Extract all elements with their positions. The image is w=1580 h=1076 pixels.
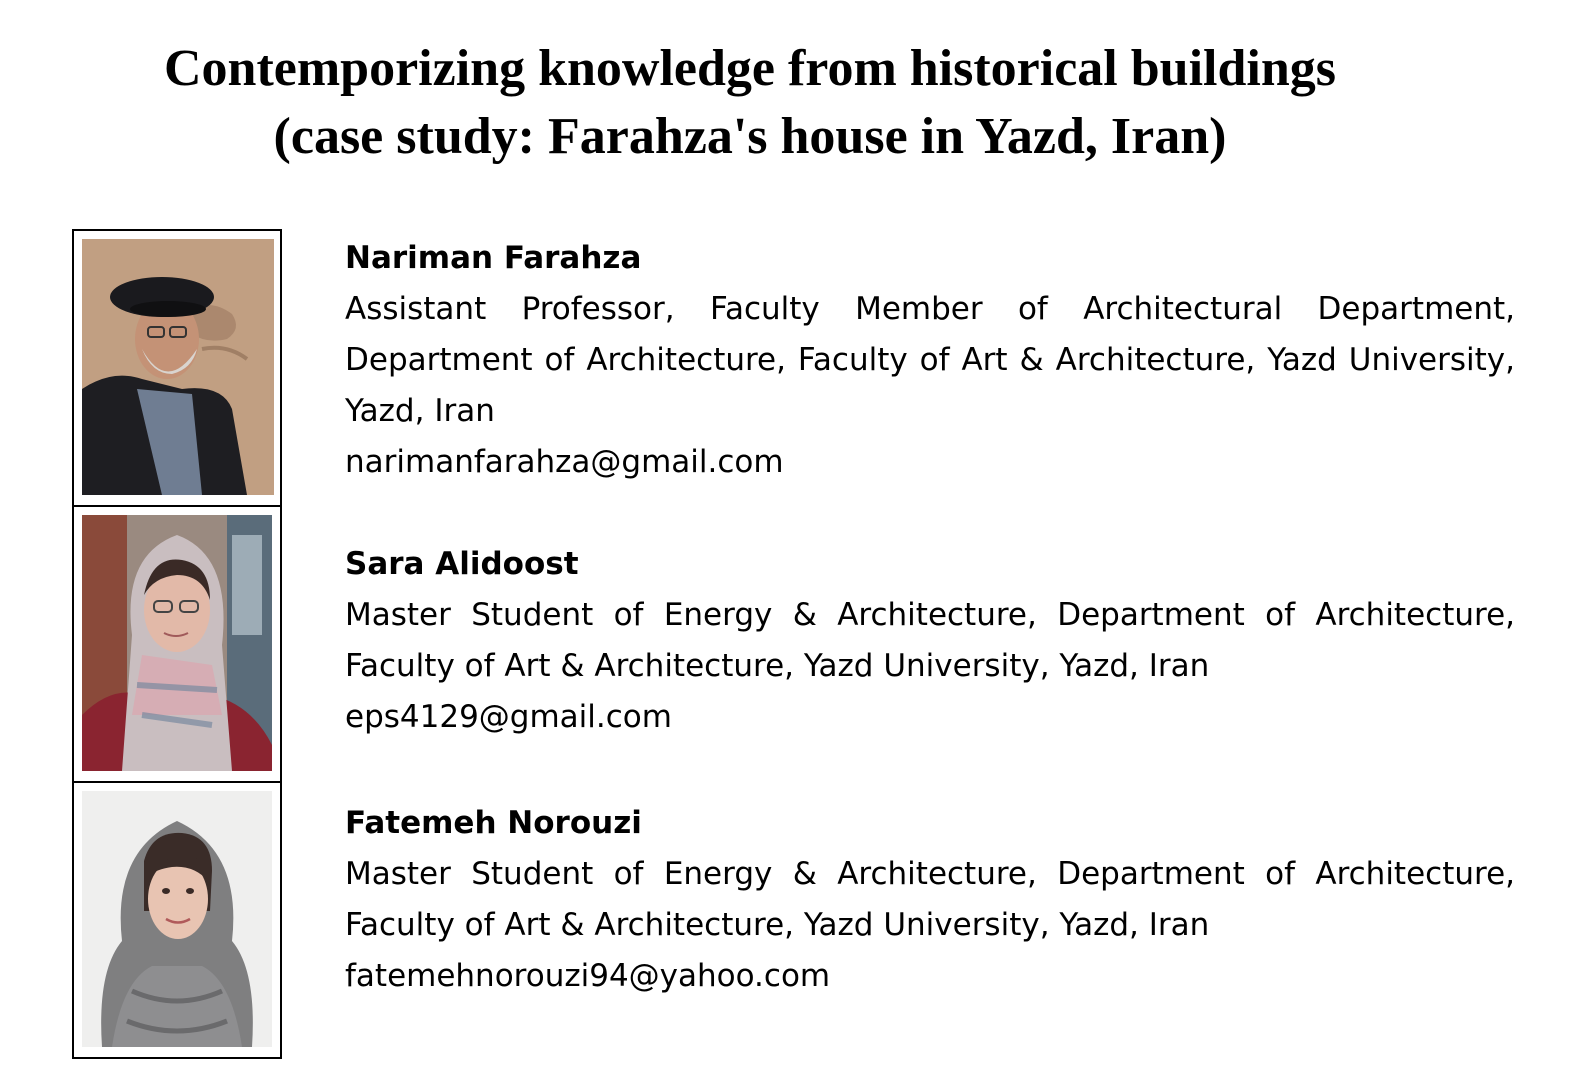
author-name: Nariman Farahza bbox=[345, 240, 642, 276]
author-name: Sara Alidoost bbox=[345, 546, 579, 582]
author-photo-1 bbox=[74, 231, 280, 507]
author-affiliation: Master Student of Energy & Architecture, Department of Architecture, Faculty of Art & Architecture, Yazd University, Yazd, Iran bbox=[345, 597, 1515, 684]
portrait-woman-gray-scarf bbox=[82, 791, 272, 1047]
author-block-1 bbox=[345, 233, 1515, 488]
author-photo-column bbox=[72, 229, 282, 1059]
author-affiliation: Assistant Professor, Faculty Member of Architectural Department, Department of Architecture, Faculty of Art & Architecture, Yazd University, Yazd, Iran bbox=[345, 291, 1515, 429]
author-name: Fatemeh Norouzi bbox=[345, 805, 642, 841]
title-line-1: Contemporizing knowledge from historical buildings bbox=[163, 39, 1336, 97]
portrait-man-beret bbox=[82, 239, 274, 495]
portrait-woman-scarf bbox=[82, 515, 272, 771]
author-photo-2 bbox=[74, 507, 280, 783]
author-email[interactable]: eps4129@gmail.com bbox=[345, 699, 672, 735]
author-email[interactable]: narimanfarahza@gmail.com bbox=[345, 444, 784, 480]
author-affiliation: Master Student of Energy & Architecture, Department of Architecture, Faculty of Art & Architecture, Yazd University, Yazd, Iran bbox=[345, 856, 1515, 943]
author-email[interactable]: fatemehnorouzi94@yahoo.com bbox=[345, 958, 831, 994]
author-block-3 bbox=[345, 798, 1515, 1002]
paper-title bbox=[0, 35, 1500, 171]
author-block-2 bbox=[345, 539, 1515, 743]
author-photo-3 bbox=[74, 783, 280, 1057]
title-line-2: (case study: Farahza's house in Yazd, Iran) bbox=[273, 107, 1227, 165]
